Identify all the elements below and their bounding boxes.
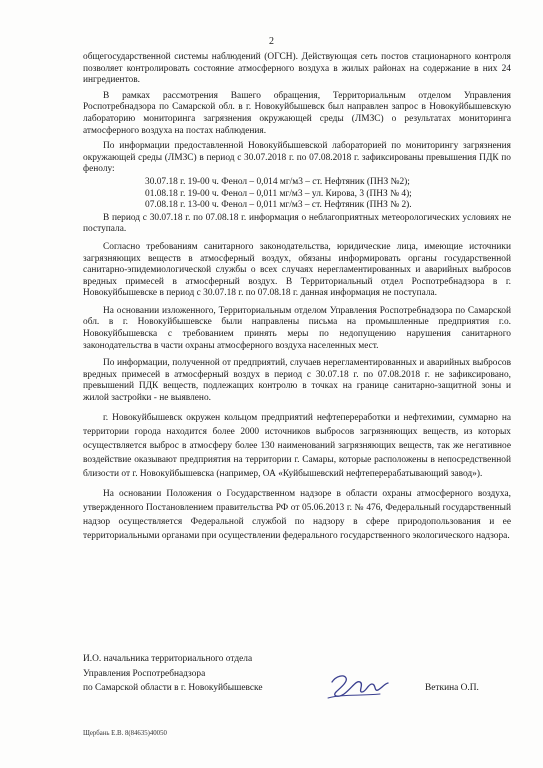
paragraph-enterprise-info: По информации, полученной от предприятий, случаев нерегламентированных и аварийных выбросов вредных примесей в атмосферный воздух в период с 30.07.18 г. по 07.08.2018 г. не зафиксировано, превышений ПДК веществ, подлежащих контролю в точках на границе санитарно-защитной зоны и жилой застройки - не выявлено. [83,358,511,404]
paragraph-weather: В период с 30.07.18 г. по 07.08.18 г. информация о неблагоприятных метеорологических условиях не поступала. [83,212,511,235]
paragraph-letters-sent: На основании изложенного, Территориальным отделом Управления Роспотребнадзора по Самарской обл. в г. Новокуйбышевске были направлены письма на промышленные предприятия г.о. Новокуйбышевска с требованием принять меры по недопущению нарушения санитарного законодательства в части охраны атмосферного воздуха населенных мест. [83,305,511,351]
paragraph-ogsn: общегосударственной системы наблюдений (ОГСН). Действующая сеть постов стационарного контроля позволяет контролировать состояние атмосферного воздуха в жилых районах на содержание в них 24 ингредиентов. [83,52,511,86]
exceedance-row: 07.08.18 г. 13-00 ч. Фенол – 0,011 мг/м3 – ст. Нефтяник (ПНЗ № 2). [145,200,412,211]
page-number: 2 [269,36,274,47]
paragraph-lmzs-info: По информации предоставленной Новокуйбышевской лабораторией по мониторингу загрязнения окружающей среды (ЛМЗС) в период с 30.07.2018 г. по 07.08.2018 г. зафиксированы превышения ПДК по фенолу: [83,141,511,175]
executor-footer: Щербань Е.В. 8(84635)40050 [83,730,167,737]
exceedance-row: 01.08.18 г. 19-00 ч. Фенол – 0,011 мг/м3 – ул. Кирова, 3 (ПНЗ № 4); [145,188,412,199]
signer-position-line1: И.О. начальника территориального отдела [83,654,253,664]
letter-body [83,52,511,543]
paragraph-request: В рамках рассмотрения Вашего обращения, Территориальным отделом Управления Роспотребнадзора по Самарской обл. в г. Новокуйбышевск был направлен запрос в Новокуйбышевскую лабораторию мониторинга загрязнения окружающей среды (ЛМЗС) о результатах мониторинга атмосферного воздуха на постах наблюдения. [83,90,511,136]
paragraph-legal-requirements: Согласно требованиям санитарного законодательства, юридические лица, имеющие источники загрязняющих веществ в атмосферный воздух, обязаны информировать органы государственной санитарно-эпидемиологической службы о всех случаях нерегламентированных и аварийных выбросов вредных примесей в атмосферный воздух. В Территориальный отдел Роспотребнадзора в г. Новокуйбышевске в период с 30.07.18 г. по 07.08.18 г. данная информация не поступала. [83,241,511,299]
paragraph-regulation: На основании Положения о Государственном надзоре в области охраны атмосферного воздуха, утвержденного Постановлением правительства РФ от 05.06.2013 г. № 476, Федеральный государственный надзор осуществляется Федеральной службой по надзору в сфере природопользования и ее территориальными органами при осуществлении федерального государственного экологического надзора. [83,488,511,541]
exceedance-list [83,177,511,212]
signer-position-line3: по Самарской области в г. Новокуйбышевске [83,683,263,693]
paragraph-city-sources: г. Новокуйбышевск окружен кольцом предприятий нефтепереработки и нефтехимии, суммарно на территории города находится более 2000 источников выбросов загрязняющих веществ, из которых осуществляется выброс в атмосферу более 130 наименований загрязняющих веществ, так же негативное воздействие оказывают предприятия на территории г. Самары, которые расположены в непосредственной близости от г. Новокуйбышевска (например, ОА «Куйбышевский нефтеперерабатывающий завод»). [83,412,511,479]
exceedance-row: 30.07.18 г. 19-00 ч. Фенол – 0,014 мг/м3 – ст. Нефтяник (ПНЗ №2); [145,176,410,187]
signature-block [83,652,523,696]
handwritten-signature [322,668,392,706]
signer-position-line2: Управления Роспотребнадзора [83,668,206,679]
signer-name: Веткина О.П. [425,683,479,693]
